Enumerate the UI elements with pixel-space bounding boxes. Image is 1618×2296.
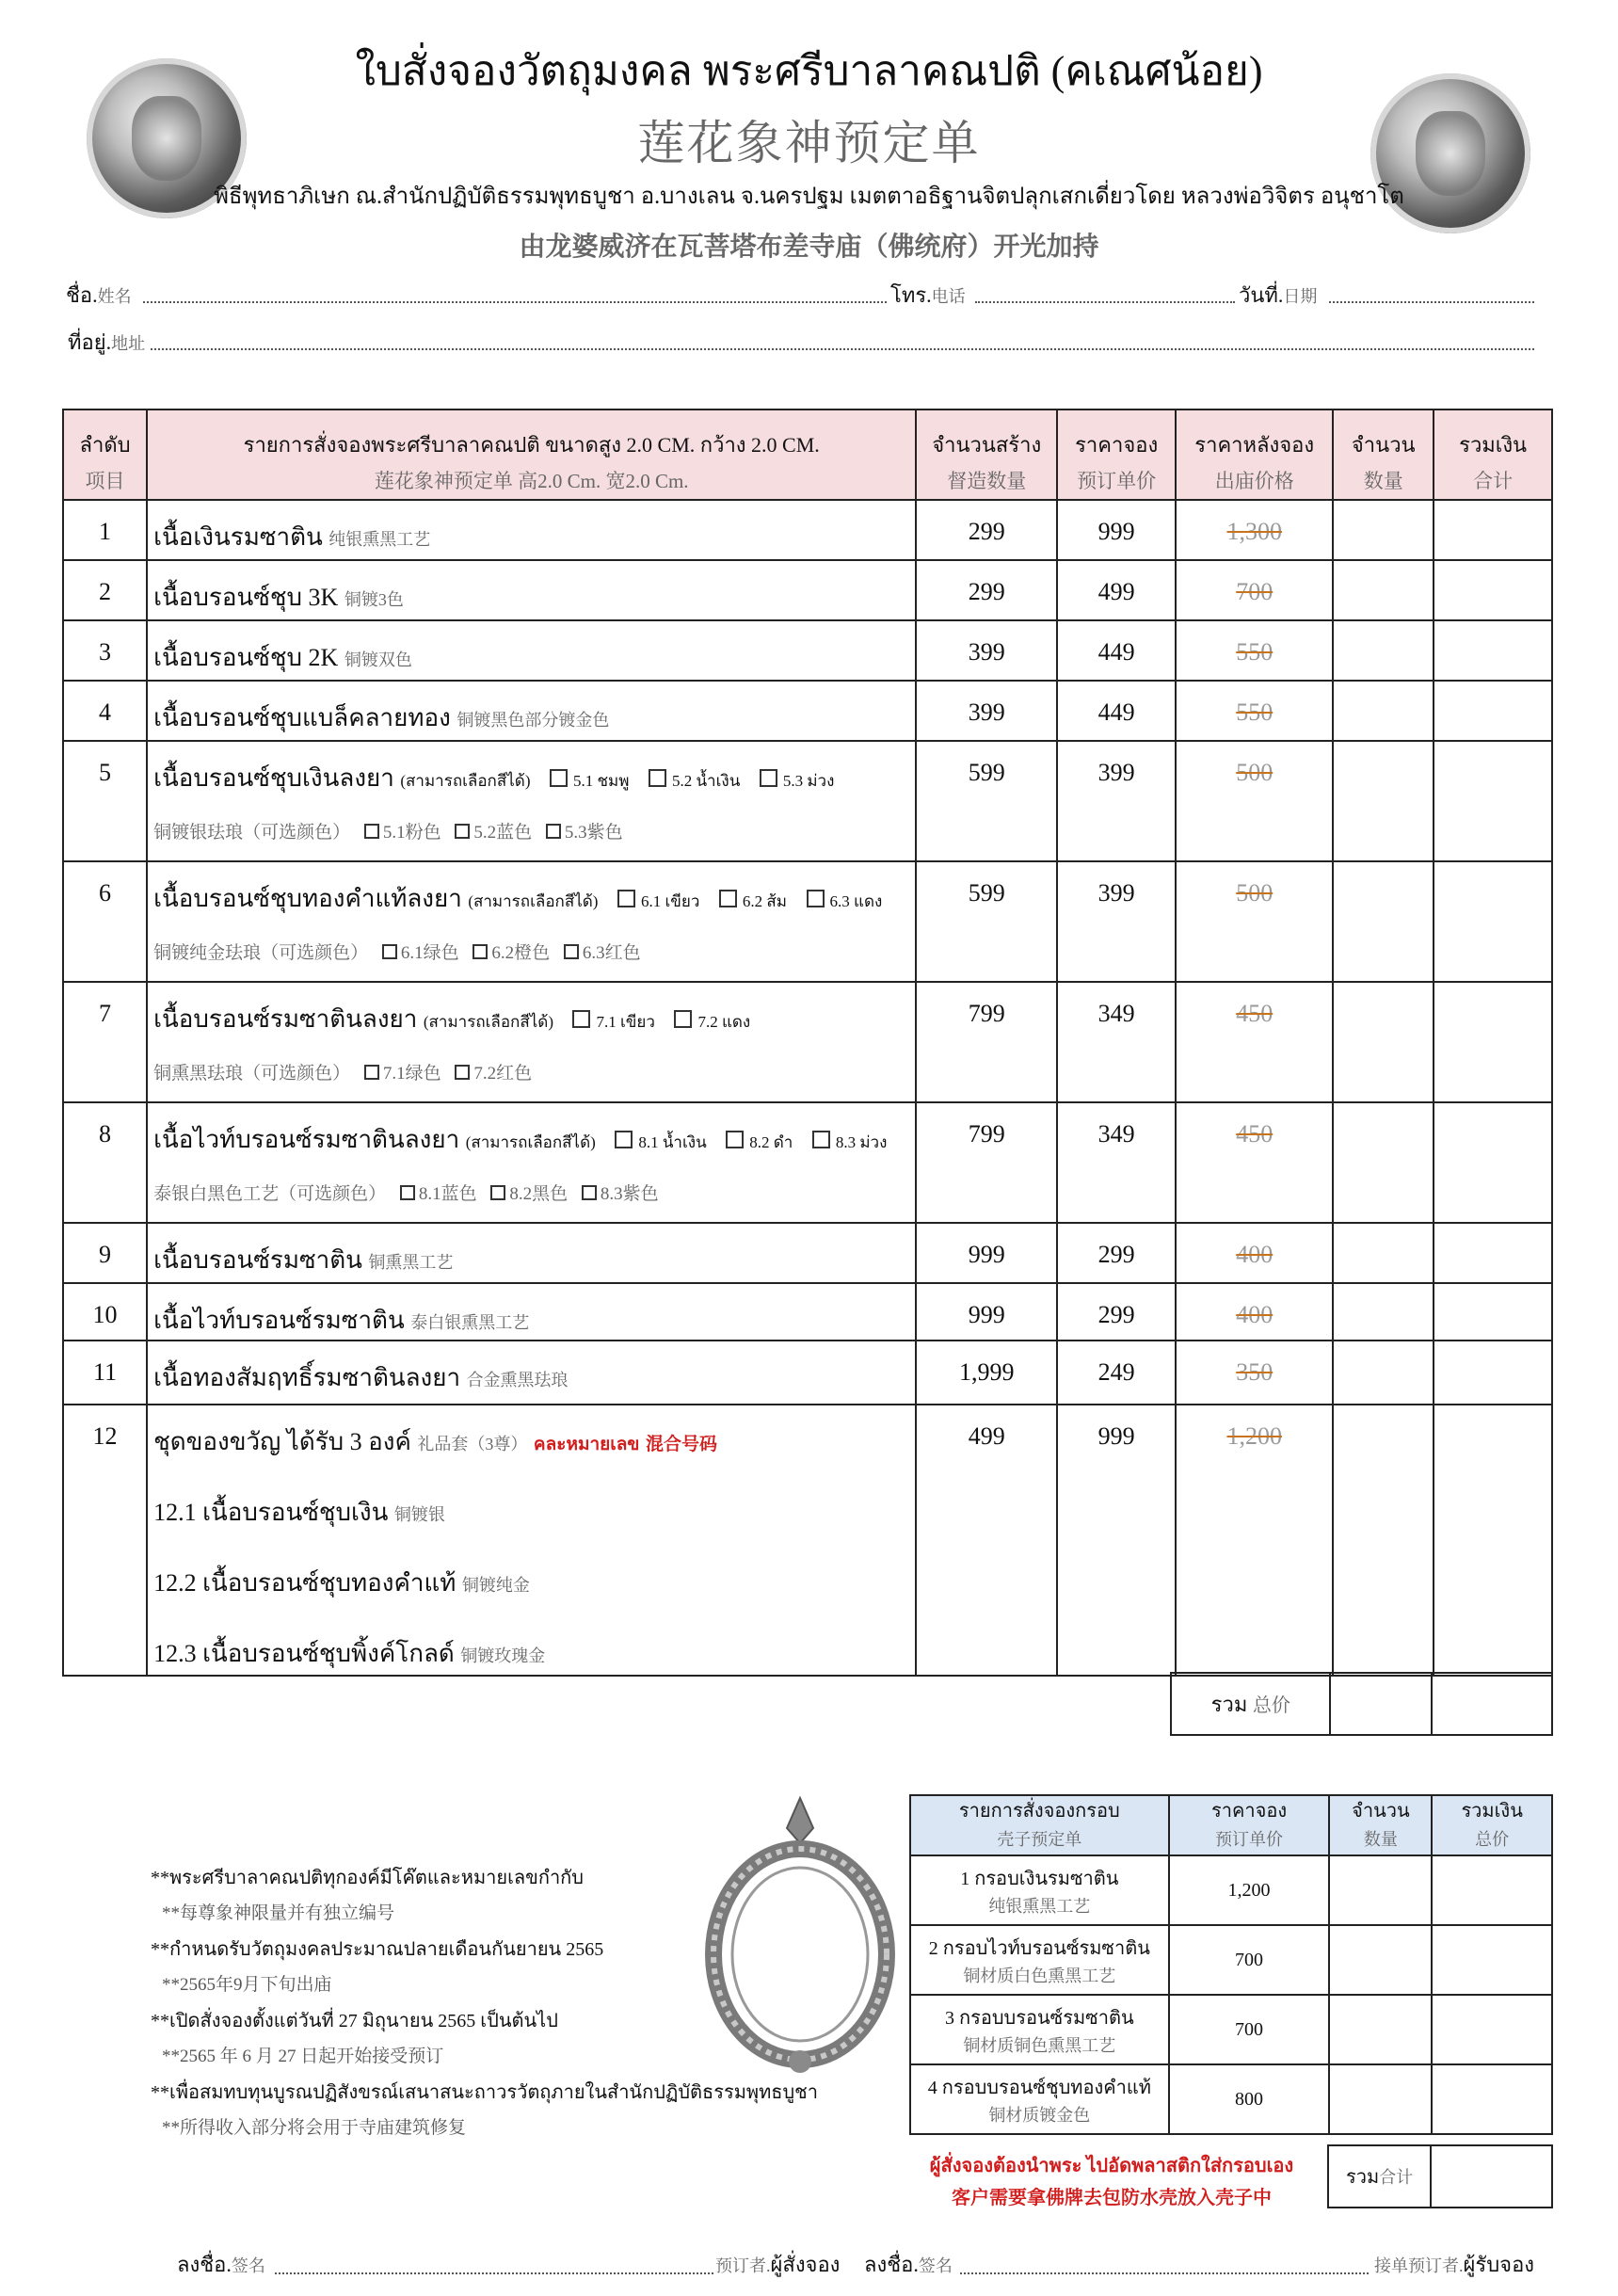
sum-cell[interactable] [1434, 500, 1552, 560]
orderer-signature-field[interactable] [275, 2272, 713, 2274]
date-field-label: วันที่.日期 [1239, 283, 1318, 307]
sum-cell[interactable] [1434, 560, 1552, 620]
frame-table-header: รายการสั่งจองกรอบ 壳子预定单 ราคาจอง 预订单价 จำนวน 数量 รวมเงิน 总价 [910, 1795, 1552, 1855]
col-item-header: รายการสั่งจองพระศรีบาลาคณปติ ขนาดสูง 2.0 CM. กว้าง 2.0 CM. 莲花象神预定单 高2.0 Cm. 宽2.0 Cm. [147, 409, 916, 500]
table-row: 4 เนื้อบรอนซ์ชุบแบล็คลายทอง 铜镀黑色部分镀金色 399 449 550 [63, 681, 1552, 741]
frame-row: 3 กรอบบรอนซ์รมซาติน 铜材质铜色熏黑工艺 700 [910, 1995, 1552, 2064]
old-price: 450 [1236, 1000, 1274, 1027]
color-checkbox-cn[interactable] [490, 1185, 505, 1200]
color-checkbox-cn[interactable] [382, 944, 397, 959]
old-price: 700 [1236, 578, 1274, 605]
frame-note-cn: 客户需要拿佛牌去包防水壳放入壳子中 [952, 2188, 1272, 2208]
frame-sum-cell[interactable] [1432, 1855, 1552, 1925]
table-row: 2 เนื้อบรอนซ์ชุบ 3K 铜镀3色 299 499 700 [63, 560, 1552, 620]
qty-cell[interactable] [1333, 982, 1434, 1102]
total-sum-cell[interactable] [1432, 1673, 1552, 1735]
sum-cell[interactable] [1434, 620, 1552, 681]
receiver-signature-label: ลงชื่อ.签名 [864, 2253, 953, 2276]
table-row: 11 เนื้อทองสัมฤทธิ์รมซาตินลงยา 合金熏黑珐琅 1,999 249 350 [63, 1341, 1552, 1405]
color-checkbox-cn[interactable] [473, 944, 488, 959]
frame-qty-cell[interactable] [1329, 1925, 1432, 1995]
color-checkbox[interactable] [572, 1010, 590, 1028]
color-checkbox-cn[interactable] [564, 944, 579, 959]
order-table-header [63, 409, 1552, 500]
old-price: 500 [1236, 759, 1274, 786]
page-title: ใบสั่งจองวัตถุมงคล พระศรีบาลาคณปติ (คเณศน้อย) [355, 48, 1263, 94]
qty-cell[interactable] [1333, 1341, 1434, 1405]
notes-block: **พระศรีบาลาคณปติทุกองค์มีโค๊ตและหมายเลขกำกับ **每尊象神限量并有独立编号 **กำหนดรับวัตถุมงคลประมาณปลายเดือนกันยายน 2565 **2565年9月下旬出庙 **เปิดสั่งจองตั้งแต่วันที่ 27 มิถุนายน 2565 เป็นต้นไป **2565 年 6 月 27 日起开始接受预订 **เพื่อสมทบทุนบูรณปฏิสังขรณ์เสนาสนะถาวรวัตถุภายในสำนักปฏิบัติธรรมพุทธบูชา **所得收入部分将会用于寺庙建筑修复 [151, 1868, 818, 2138]
old-price: 400 [1236, 1241, 1274, 1268]
sum-cell[interactable] [1434, 1405, 1552, 1676]
total-qty-cell[interactable] [1330, 1673, 1432, 1735]
qty-cell[interactable] [1333, 861, 1434, 982]
total-box [1170, 1672, 1553, 1736]
color-checkbox[interactable] [615, 1131, 633, 1148]
col-price-header: ราคาจอง 预订单价 [1057, 409, 1176, 500]
old-price: 1,300 [1226, 518, 1282, 545]
col-made-header: จำนวนสร้าง 督造数量 [916, 409, 1057, 500]
frame-qty-cell[interactable] [1329, 2064, 1432, 2134]
qty-cell[interactable] [1333, 1283, 1434, 1341]
orderer-signature-label: ลงชื่อ.签名 [177, 2253, 265, 2276]
table-row: 6 เนื้อบรอนซ์ชุบทองคำแท้ลงยา (สามารถเลือกสีได้) 6.1 เขียว 6.2 ส้ม 6.3 แดง 铜镀纯金珐琅（可选颜色） 6.1绿色 6.2橙色 6.3红色 599 399 500 [63, 861, 1552, 982]
sum-cell[interactable] [1434, 1341, 1552, 1405]
color-checkbox[interactable] [719, 890, 737, 907]
old-price: 350 [1236, 1358, 1274, 1386]
table-row: 3 เนื้อบรอนซ์ชุบ 2K 铜镀双色 399 449 550 [63, 620, 1552, 681]
total-label: รวม 总价 [1171, 1673, 1330, 1735]
sum-cell[interactable] [1434, 1283, 1552, 1341]
old-price: 400 [1236, 1301, 1274, 1328]
sum-cell[interactable] [1434, 861, 1552, 982]
table-row: 10 เนื้อไวท์บรอนซ์รมซาติน 泰白银熏黑工艺 999 299 400 [63, 1283, 1552, 1341]
color-checkbox[interactable] [674, 1010, 692, 1028]
sum-cell[interactable] [1434, 1223, 1552, 1283]
sum-cell[interactable] [1434, 982, 1552, 1102]
col-no-header: ลำดับ 项目 [63, 409, 147, 500]
qty-cell[interactable] [1333, 1102, 1434, 1223]
frame-sum-cell[interactable] [1432, 1925, 1552, 1995]
frame-note-th: ผู้สั่งจองต้องนำพระ ไปอัดพลาสติกใส่กรอบเอง [929, 2156, 1294, 2176]
color-checkbox-cn[interactable] [582, 1185, 597, 1200]
ornate-frame-image [697, 1794, 904, 2077]
table-row: 1 เนื้อเงินรมซาติน 纯银熏黑工艺 299 999 1,300 [63, 500, 1552, 560]
order-table [62, 409, 1553, 1677]
qty-cell[interactable] [1333, 560, 1434, 620]
receiver-signature-field[interactable] [960, 2272, 1369, 2274]
frame-order-table [909, 1794, 1553, 2135]
qty-cell[interactable] [1333, 620, 1434, 681]
orderer-role: 预订者.ผู้สั่งจอง [715, 2253, 841, 2276]
phone-field[interactable] [975, 301, 1235, 303]
frame-total-cell[interactable] [1431, 2145, 1552, 2208]
color-checkbox-cn[interactable] [455, 1065, 470, 1080]
qty-cell[interactable] [1333, 1223, 1434, 1283]
qty-cell[interactable] [1333, 1405, 1434, 1676]
col-sum-header: รวมเงิน 合计 [1434, 409, 1552, 500]
ceremony-subtitle-cn: 由龙婆威济在瓦菩塔布差寺庙（佛统府）开光加持 [519, 233, 1099, 262]
frame-qty-cell[interactable] [1329, 1995, 1432, 2064]
color-checkbox[interactable] [760, 769, 777, 787]
sum-cell[interactable] [1434, 741, 1552, 861]
frame-row: 4 กรอบบรอนซ์ชุบทองคำแท้ 铜材质镀金色 800 [910, 2064, 1552, 2134]
old-price: 500 [1236, 879, 1274, 907]
color-checkbox-cn[interactable] [455, 824, 470, 839]
table-row: 8 เนื้อไวท์บรอนซ์รมซาตินลงยา (สามารถเลือกสีได้) 8.1 น้ำเงิน 8.2 ดำ 8.3 ม่วง 泰银白黑色工艺（可选颜色） 8.1蓝色 8.2黑色 8.3紫色 799 349 450 [63, 1102, 1552, 1223]
col-after-header: ราคาหลังจอง 出庙价格 [1176, 409, 1333, 500]
color-checkbox[interactable] [812, 1131, 830, 1148]
table-row: 5 เนื้อบรอนซ์ชุบเงินลงยา (สามารถเลือกสีได้) 5.1 ชมพู 5.2 น้ำเงิน 5.3 ม่วง 铜镀银珐琅（可选颜色） 5.1粉色 5.2蓝色 5.3紫色 599 399 500 [63, 741, 1552, 861]
frame-row: 2 กรอบไวท์บรอนซ์รมซาติน 铜材质白色熏黑工艺 700 [910, 1925, 1552, 1995]
color-checkbox[interactable] [617, 890, 635, 907]
color-checkbox[interactable] [807, 890, 825, 907]
frame-sum-cell[interactable] [1432, 1995, 1552, 2064]
color-checkbox[interactable] [649, 769, 666, 787]
qty-cell[interactable] [1333, 681, 1434, 741]
old-price: 550 [1236, 698, 1274, 726]
table-row-gift-set: 12 ชุดของขวัญ ได้รับ 3 องค์ 礼品套（3尊） คละหมายเลข 混合号码 12.1 เนื้อบรอนซ์ชุบเงิน 铜镀银 12.2 เนื้อบรอนซ์ชุบทองคำแท้ 铜镀纯金 12.3 เนื้อบรอนซ์ชุบพิ้งค์โกลด์ 铜镀玫瑰金 499 999 1,200 [63, 1405, 1552, 1676]
address-field[interactable] [151, 348, 1534, 350]
color-checkbox-cn[interactable] [364, 1065, 379, 1080]
color-checkbox[interactable] [726, 1131, 744, 1148]
name-field[interactable] [143, 301, 887, 303]
frame-qty-cell[interactable] [1329, 1855, 1432, 1925]
qty-cell[interactable] [1333, 741, 1434, 861]
old-price: 550 [1236, 638, 1274, 666]
name-field-label: ชื่อ.姓名 [66, 283, 132, 307]
phone-field-label: โทร.电话 [890, 283, 966, 307]
old-price: 1,200 [1226, 1422, 1282, 1450]
address-field-label: ที่อยู่.地址 [68, 330, 146, 354]
date-field[interactable] [1329, 301, 1534, 303]
frame-sum-cell[interactable] [1432, 2064, 1552, 2134]
ceremony-subtitle: พิธีพุทธาภิเษก ณ.สำนักปฏิบัติธรรมพุทธบูชา อ.บางเลน จ.นครปฐม เมตตาอธิฐานจิตปลุกเสกเดี่ยวโดย หลวงพ่อวิจิตร อนุชาโต [214, 185, 1404, 209]
color-checkbox-cn[interactable] [546, 824, 561, 839]
qty-cell[interactable] [1333, 500, 1434, 560]
table-row: 9 เนื้อบรอนซ์รมซาติน 铜熏黑工艺 999 299 400 [63, 1223, 1552, 1283]
color-checkbox-cn[interactable] [364, 824, 379, 839]
table-row: 7 เนื้อบรอนซ์รมซาตินลงยา (สามารถเลือกสีได้) 7.1 เขียว 7.2 แดง 铜熏黑珐琅（可选颜色） 7.1绿色 7.2红色 799 349 450 [63, 982, 1552, 1102]
receiver-role: 接单预订者.ผู้รับจอง [1374, 2253, 1535, 2276]
page-title-cn: 莲花象神预定单 [637, 117, 981, 169]
col-qty-header: จำนวน 数量 [1333, 409, 1434, 500]
frame-total-box [1327, 2144, 1553, 2208]
color-checkbox-cn[interactable] [400, 1185, 415, 1200]
old-price: 450 [1236, 1120, 1274, 1148]
sum-cell[interactable] [1434, 681, 1552, 741]
color-checkbox[interactable] [550, 769, 568, 787]
frame-row: 1 กรอบเงินรมซาติน 纯银熏黑工艺 1,200 [910, 1855, 1552, 1925]
sum-cell[interactable] [1434, 1102, 1552, 1223]
frame-total-label: รวม合计 [1328, 2145, 1431, 2208]
